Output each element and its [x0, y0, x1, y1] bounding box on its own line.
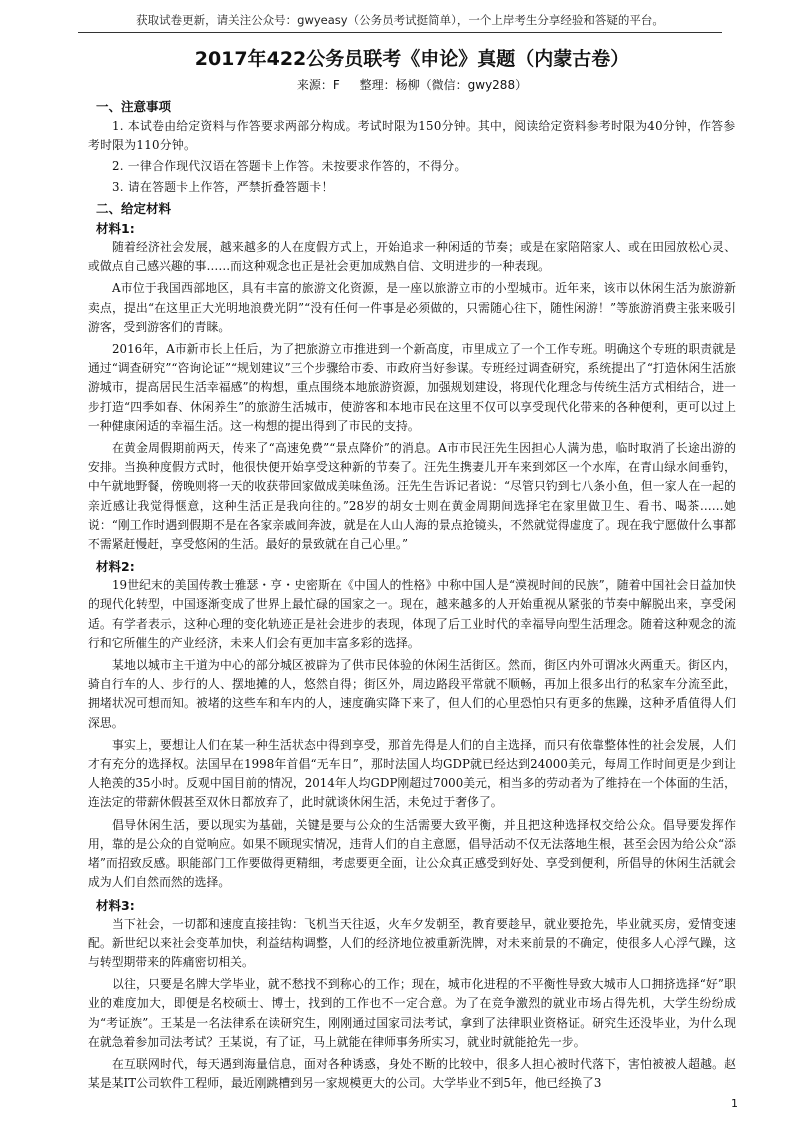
- material-paragraph: 在黄金周假期前两天，传来了“高速免费”“景点降价”的消息。A市市民汪先生因担心人满为患，临时取消了长途出游的安排。当换种度假方式时，他很快便开始享受这种新的节奏了。汪先生携妻儿开车来到郊区一个水库，在青山绿水间垂钓，中午就地野餐，傍晚则将一天的收获带回家做成美味鱼汤。汪先生告诉记者说：“尽管只钓到七八条小鱼，但一家人在一起的亲近感让我觉得惬意，这种生活正是我向往的。”28岁的胡女士则在黄金周期间选择宅在家里做卫生、看书、喝茶……她说：“刚工作时遇到假期不是在各家亲戚间奔波，就是在人山人海的景点抢镜头，不然就觉得虚度了。现在我宁愿做什么事都不需紧赶慢赶，享受悠闲的生活。最好的景致就在自己心里。”: [88, 441, 736, 552]
- material-paragraph: A市位于我国西部地区，具有丰富的旅游文化资源，是一座以旅游立市的小型城市。近年来，该市以休闲生活为旅游新卖点，提出“在这里正大光明地浪费光阴”“没有任何一件事是必须做的，只需随心往下，随性闲游！”等旅游消费主张来吸引游客，受到游客们的青睐。: [88, 281, 736, 334]
- material-heading: 材料2:: [96, 559, 135, 575]
- material-paragraph: 19世纪末的美国传教士雅瑟・亨・史密斯在《中国人的性格》中称中国人是“漠视时间的民族”，随着中国社会日益加快的现代化转型，中国逐渐变成了世界上最忙碌的国家之一。现在，越来越多的人开始重视从紧张的节奏中解脱出来，享受闲适。有学者表示，这种心理的变化轨迹正是社会进步的表现，体现了后工业时代的幸福导向型生活理念。随着这种观念的流行和它所催生的产业经济，未来人们会有更加丰富多彩的选择。: [88, 578, 736, 650]
- notice-item: 3. 请在答题卡上作答，严禁折叠答题卡！: [112, 180, 334, 194]
- source-label: 来源：F: [296, 78, 340, 92]
- document-body: [88, 44, 736, 1096]
- section-heading-notices: 一、注意事项: [96, 99, 172, 114]
- material-paragraph: 事实上，要想让人们在某一种生活状态中得到享受，那首先得是人们的自主选择，而只有依靠整体性的社会发展，人们才有充分的选择权。法国早在1998年首倡“无车日”，那时法国人均GDP就已经达到24000美元，每周工作时间更是少到让人艳羡的35小时。反观中国目前的情况，2014年人均GDP刚超过7000美元，相当多的劳动者为了维持在一个体面的生活，连法定的带薪休假甚至双休日都放弃了，此时就谈休闲生活，未免过于奢侈了。: [88, 737, 736, 810]
- notice-item: 1. 本试卷由给定资料与作答要求两部分构成。考试时限为150分钟。其中，阅读给定资料参考时限为40分钟，作答参考时限为110分钟。: [88, 119, 736, 152]
- section-heading-materials: 二、给定材料: [96, 201, 172, 216]
- material-paragraph: 随着经济社会发展，越来越多的人在度假方式上，开始追求一种闲适的节奏；或是在家陪陪家人、或在田园放松心灵、或做点自己感兴趣的事……而这种观念也正是社会更加成熟自信、文明进步的一种表现。: [88, 240, 736, 274]
- material-paragraph: 在互联网时代，每天遇到海量信息，面对各种诱惑，身处不断的比较中，很多人担心被时代落下，害怕被被人超越。赵某是某IT公司软件工程师，最近刚跳槽到另一家规模更大的公司。大学毕业不到5年，他已经换了3: [88, 1056, 736, 1091]
- material-paragraph: 2016年，A市新市长上任后，为了把旅游立市推进到一个新高度，市里成立了一个工作专班。明确这个专班的职责就是通过“调查研究”“咨询论证”“规划建议”三个步骤给市委、市政府当好参谋。专班经过调查研究，系统提出了“打造休闲生活旅游城市，提高居民生活幸福感”的构想，重点围绕本地旅游资源，加强规划建设，将现代化理念与传统生活方式相结合，进一步打造“四季如春、休闲养生”的旅游生活城市，使游客和本地市民在这里不仅可以享受现代化带来的各种便利，更可以过上一种健康闲适的幸福生活。这一构想的提出得到了市民的支持。: [88, 342, 736, 433]
- material-paragraph: 某地以城市主干道为中心的部分城区被辟为了供市民体验的休闲生活街区。然而，街区内外可谓冰火两重天。街区内，骑自行车的人、步行的人、摆地摊的人，悠然自得；街区外，周边路段平常就不顺畅，再加上很多出行的私家车分流至此，拥堵状况可想而知。被堵的这些车和车内的人，速度确实降下来了，但人们的心里恐怕只有更多的焦躁，这种矛盾值得人们深思。: [88, 658, 736, 730]
- document-subtitle: [88, 76, 736, 93]
- material-paragraph: 以往，只要是名牌大学毕业，就不愁找不到称心的工作；现在，城市化进程的不平衡性导致大城市人口拥挤选择“好”职业的难度加大，即便是名校硕士、博士，找到的工作也不一定合意。为了在竞争激烈的就业市场占得先机，大学生纷纷成为“考证族”。王某是一名法律系在读研究生，刚刚通过国家司法考试，拿到了法律职业资格证。研究生还没毕业，为什么现在就急着参加司法考试？王某说，有了证，马上就能在律师事务所实习，就业时就能抢先一步。: [88, 977, 736, 1049]
- header-banner: 获取试卷更新，请关注公众号：gwyeasy（公务员考试挺简单），一个上岸考生分享经验和答疑的平台。: [136, 13, 664, 27]
- material-heading: 材料1:: [96, 221, 135, 236]
- material-heading: 材料3:: [96, 897, 135, 913]
- document-title: 2017年422公务员联考《申论》真题（内蒙古卷）: [194, 48, 630, 70]
- notice-item: 2. 一律合作现代汉语在答题卡上作答。未按要求作答的，不得分。: [112, 159, 467, 173]
- page-number: 1: [731, 1097, 738, 1110]
- material-paragraph: 倡导休闲生活，要以现实为基础，关键是要与公众的生活需要大致平衡，并且把这种选择权交给公众。倡导要发挥作用，靠的是公众的自觉响应。如果不顾现实情况，违背人们的自主意愿，倡导活动不仅无法落地生根，甚至会因为给公众“添堵”而招致反感。职能部门工作要做得更精细，考虑要更全面，让公众真正感受到好处、享受到便利，所倡导的休闲生活就会成为人们自然而然的选择。: [88, 817, 736, 890]
- header-divider: [78, 32, 722, 33]
- editor-label: 整理：杨柳（微信：gwy288）: [359, 78, 528, 92]
- material-paragraph: 当下社会，一切都和速度直接挂钩：飞机当天往返，火车夕发朝至，教育要趁早，就业要抢先，毕业就买房，爱情变速配。新世纪以来社会变革加快，利益结构调整，人们的经济地位被重新洗牌，对未来前景的不确定，使很多人心浮气躁，这与转型期带来的阵痛密切相关。: [88, 916, 736, 969]
